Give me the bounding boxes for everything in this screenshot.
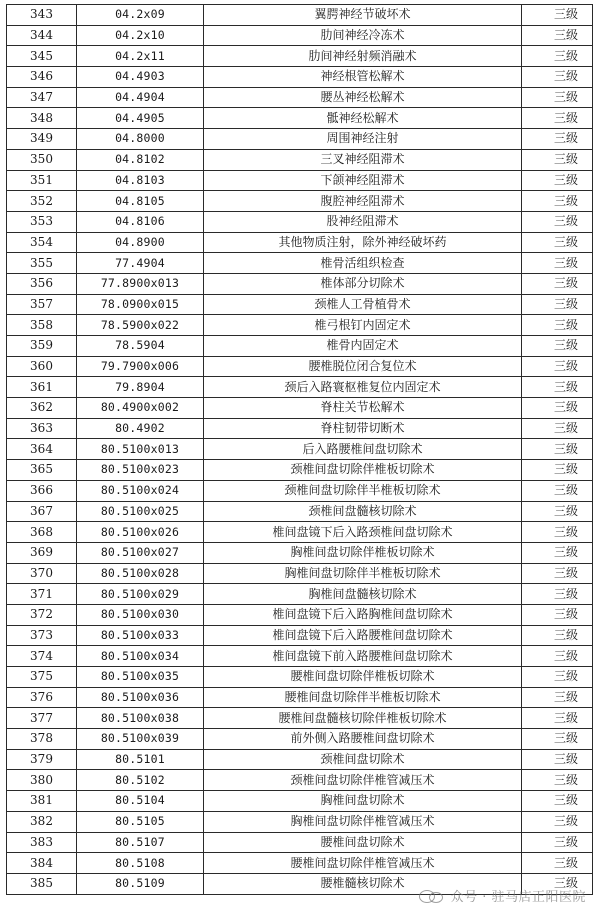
row-index-cell: 362 [7, 398, 77, 419]
row-procedure-name-cell: 胸椎间盘切除伴椎管减压术 [204, 811, 522, 832]
table-row [7, 584, 593, 605]
row-index-cell: 350 [7, 149, 77, 170]
row-code-cell: 04.4903 [77, 67, 204, 88]
table-row [7, 687, 593, 708]
table-row [7, 108, 593, 129]
row-code-cell: 80.5101 [77, 749, 204, 770]
row-index-cell: 360 [7, 356, 77, 377]
row-index-cell: 375 [7, 667, 77, 688]
row-procedure-name-cell: 肋间神经冷冻术 [204, 25, 522, 46]
table-row [7, 25, 593, 46]
row-procedure-name-cell: 腹腔神经阻滞术 [204, 191, 522, 212]
row-procedure-name-cell: 股神经阻滞术 [204, 211, 522, 232]
row-code-cell: 79.7900x006 [77, 356, 204, 377]
row-index-cell: 348 [7, 108, 77, 129]
row-level-cell: 三级 [522, 873, 593, 894]
table-row [7, 356, 593, 377]
row-level-cell: 三级 [522, 522, 593, 543]
row-code-cell: 04.8105 [77, 191, 204, 212]
row-code-cell: 04.8000 [77, 129, 204, 150]
row-index-cell: 351 [7, 170, 77, 191]
row-index-cell: 382 [7, 811, 77, 832]
row-index-cell: 373 [7, 625, 77, 646]
table-row [7, 646, 593, 667]
table-row [7, 563, 593, 584]
row-level-cell: 三级 [522, 191, 593, 212]
row-procedure-name-cell: 后入路腰椎间盘切除术 [204, 439, 522, 460]
row-index-cell: 367 [7, 501, 77, 522]
table-row [7, 749, 593, 770]
table-row [7, 170, 593, 191]
row-procedure-name-cell: 下颌神经阻滞术 [204, 170, 522, 191]
row-code-cell: 80.5100x029 [77, 584, 204, 605]
row-procedure-name-cell: 腰丛神经松解术 [204, 87, 522, 108]
row-procedure-name-cell: 翼腭神经节破坏术 [204, 5, 522, 26]
row-procedure-name-cell: 前外侧入路腰椎间盘切除术 [204, 729, 522, 750]
table-row [7, 377, 593, 398]
table-row [7, 832, 593, 853]
row-code-cell: 79.8904 [77, 377, 204, 398]
row-level-cell: 三级 [522, 315, 593, 336]
wechat-logo-icon [419, 889, 445, 903]
row-code-cell: 80.5100x026 [77, 522, 204, 543]
row-code-cell: 78.5900x022 [77, 315, 204, 336]
table-body [7, 5, 593, 895]
row-level-cell: 三级 [522, 460, 593, 481]
row-procedure-name-cell: 骶神经松解术 [204, 108, 522, 129]
row-level-cell: 三级 [522, 273, 593, 294]
table-row [7, 5, 593, 26]
row-procedure-name-cell: 椎间盘镜下后入路腰椎间盘切除术 [204, 625, 522, 646]
row-level-cell: 三级 [522, 87, 593, 108]
row-procedure-name-cell: 三叉神经阻滞术 [204, 149, 522, 170]
row-index-cell: 358 [7, 315, 77, 336]
row-index-cell: 357 [7, 294, 77, 315]
row-level-cell: 三级 [522, 667, 593, 688]
row-procedure-name-cell: 脊柱关节松解术 [204, 398, 522, 419]
row-code-cell: 80.5109 [77, 873, 204, 894]
row-level-cell: 三级 [522, 46, 593, 67]
table-row [7, 398, 593, 419]
row-index-cell: 366 [7, 480, 77, 501]
row-code-cell: 80.5100x030 [77, 604, 204, 625]
table-row [7, 604, 593, 625]
row-code-cell: 04.8900 [77, 232, 204, 253]
row-level-cell: 三级 [522, 5, 593, 26]
table-row [7, 336, 593, 357]
row-index-cell: 344 [7, 25, 77, 46]
row-level-cell: 三级 [522, 832, 593, 853]
table-row [7, 460, 593, 481]
row-procedure-name-cell: 颈椎人工骨植骨术 [204, 294, 522, 315]
procedure-table [6, 4, 593, 895]
table-row [7, 46, 593, 67]
row-index-cell: 385 [7, 873, 77, 894]
row-index-cell: 347 [7, 87, 77, 108]
row-code-cell: 04.8106 [77, 211, 204, 232]
row-level-cell: 三级 [522, 542, 593, 563]
row-level-cell: 三级 [522, 791, 593, 812]
row-index-cell: 376 [7, 687, 77, 708]
row-procedure-name-cell: 脊柱韧带切断术 [204, 418, 522, 439]
row-level-cell: 三级 [522, 625, 593, 646]
row-procedure-name-cell: 颈后入路寰枢椎复位内固定术 [204, 377, 522, 398]
table-row [7, 501, 593, 522]
row-level-cell: 三级 [522, 729, 593, 750]
row-procedure-name-cell: 椎间盘镜下后入路胸椎间盘切除术 [204, 604, 522, 625]
row-index-cell: 355 [7, 253, 77, 274]
row-procedure-name-cell: 腰椎脱位闭合复位术 [204, 356, 522, 377]
row-index-cell: 374 [7, 646, 77, 667]
row-code-cell: 78.5904 [77, 336, 204, 357]
row-level-cell: 三级 [522, 170, 593, 191]
row-code-cell: 80.5100x035 [77, 667, 204, 688]
row-code-cell: 80.5100x039 [77, 729, 204, 750]
row-procedure-name-cell: 椎骨内固定术 [204, 336, 522, 357]
row-code-cell: 80.5100x013 [77, 439, 204, 460]
row-level-cell: 三级 [522, 646, 593, 667]
row-level-cell: 三级 [522, 336, 593, 357]
row-index-cell: 368 [7, 522, 77, 543]
row-code-cell: 78.0900x015 [77, 294, 204, 315]
row-code-cell: 80.5108 [77, 853, 204, 874]
row-index-cell: 353 [7, 211, 77, 232]
row-level-cell: 三级 [522, 108, 593, 129]
row-level-cell: 三级 [522, 439, 593, 460]
row-code-cell: 80.5100x033 [77, 625, 204, 646]
table-row [7, 708, 593, 729]
row-index-cell: 383 [7, 832, 77, 853]
row-level-cell: 三级 [522, 149, 593, 170]
row-procedure-name-cell: 胸椎间盘切除伴半椎板切除术 [204, 563, 522, 584]
row-procedure-name-cell: 腰椎间盘切除术 [204, 832, 522, 853]
row-code-cell: 80.5100x023 [77, 460, 204, 481]
row-level-cell: 三级 [522, 25, 593, 46]
row-code-cell: 80.5102 [77, 770, 204, 791]
row-level-cell: 三级 [522, 377, 593, 398]
table-row [7, 149, 593, 170]
row-index-cell: 370 [7, 563, 77, 584]
table-row [7, 729, 593, 750]
row-code-cell: 04.8102 [77, 149, 204, 170]
watermark-text: 众号 · 驻马店正阳医院 [450, 890, 586, 905]
table-row [7, 811, 593, 832]
row-level-cell: 三级 [522, 129, 593, 150]
row-procedure-name-cell: 椎间盘镜下前入路腰椎间盘切除术 [204, 646, 522, 667]
table-row [7, 211, 593, 232]
row-level-cell: 三级 [522, 770, 593, 791]
row-code-cell: 77.4904 [77, 253, 204, 274]
row-procedure-name-cell: 腰椎间盘髓核切除伴椎板切除术 [204, 708, 522, 729]
row-procedure-name-cell: 椎间盘镜下后入路颈椎间盘切除术 [204, 522, 522, 543]
row-level-cell: 三级 [522, 211, 593, 232]
row-code-cell: 80.5100x036 [77, 687, 204, 708]
row-index-cell: 361 [7, 377, 77, 398]
row-procedure-name-cell: 颈椎间盘切除伴椎板切除术 [204, 460, 522, 481]
row-code-cell: 80.5104 [77, 791, 204, 812]
row-index-cell: 384 [7, 853, 77, 874]
table-row [7, 542, 593, 563]
row-code-cell: 04.8103 [77, 170, 204, 191]
row-procedure-name-cell: 椎体部分切除术 [204, 273, 522, 294]
row-procedure-name-cell: 椎骨活组织检查 [204, 253, 522, 274]
row-code-cell: 04.2x11 [77, 46, 204, 67]
row-index-cell: 365 [7, 460, 77, 481]
row-code-cell: 80.4900x002 [77, 398, 204, 419]
row-index-cell: 346 [7, 67, 77, 88]
table-row [7, 439, 593, 460]
table-row [7, 67, 593, 88]
row-code-cell: 80.5100x027 [77, 542, 204, 563]
row-index-cell: 369 [7, 542, 77, 563]
row-code-cell: 80.5100x024 [77, 480, 204, 501]
table-row [7, 294, 593, 315]
table-row [7, 522, 593, 543]
row-level-cell: 三级 [522, 67, 593, 88]
table-row [7, 191, 593, 212]
table-row [7, 853, 593, 874]
row-level-cell: 三级 [522, 480, 593, 501]
row-index-cell: 377 [7, 708, 77, 729]
table-row [7, 770, 593, 791]
table-row [7, 667, 593, 688]
row-index-cell: 378 [7, 729, 77, 750]
row-procedure-name-cell: 颈椎间盘髓核切除术 [204, 501, 522, 522]
row-procedure-name-cell: 胸椎间盘切除术 [204, 791, 522, 812]
row-index-cell: 372 [7, 604, 77, 625]
table-row [7, 791, 593, 812]
row-level-cell: 三级 [522, 811, 593, 832]
row-procedure-name-cell: 胸椎间盘切除伴椎板切除术 [204, 542, 522, 563]
row-index-cell: 371 [7, 584, 77, 605]
row-level-cell: 三级 [522, 708, 593, 729]
row-procedure-name-cell: 神经根管松解术 [204, 67, 522, 88]
row-level-cell: 三级 [522, 584, 593, 605]
row-procedure-name-cell: 肋间神经射频消融术 [204, 46, 522, 67]
table-row [7, 87, 593, 108]
row-level-cell: 三级 [522, 398, 593, 419]
row-index-cell: 343 [7, 5, 77, 26]
row-code-cell: 80.5100x028 [77, 563, 204, 584]
row-index-cell: 354 [7, 232, 77, 253]
row-procedure-name-cell: 周围神经注射 [204, 129, 522, 150]
row-code-cell: 04.2x09 [77, 5, 204, 26]
row-code-cell: 04.2x10 [77, 25, 204, 46]
row-code-cell: 80.5105 [77, 811, 204, 832]
row-procedure-name-cell: 颈椎间盘切除伴椎管减压术 [204, 770, 522, 791]
row-level-cell: 三级 [522, 232, 593, 253]
row-index-cell: 363 [7, 418, 77, 439]
row-index-cell: 380 [7, 770, 77, 791]
row-level-cell: 三级 [522, 294, 593, 315]
row-index-cell: 345 [7, 46, 77, 67]
table-row [7, 273, 593, 294]
table-row [7, 129, 593, 150]
row-level-cell: 三级 [522, 749, 593, 770]
table-row [7, 315, 593, 336]
row-index-cell: 364 [7, 439, 77, 460]
row-procedure-name-cell: 颈椎间盘切除术 [204, 749, 522, 770]
row-level-cell: 三级 [522, 563, 593, 584]
row-code-cell: 80.5100x034 [77, 646, 204, 667]
row-level-cell: 三级 [522, 853, 593, 874]
row-code-cell: 80.4902 [77, 418, 204, 439]
row-level-cell: 三级 [522, 501, 593, 522]
row-procedure-name-cell: 其他物质注射，除外神经破坏药 [204, 232, 522, 253]
row-procedure-name-cell: 椎弓根钉内固定术 [204, 315, 522, 336]
row-level-cell: 三级 [522, 356, 593, 377]
row-index-cell: 352 [7, 191, 77, 212]
table-row [7, 625, 593, 646]
row-code-cell: 04.4904 [77, 87, 204, 108]
row-level-cell: 三级 [522, 418, 593, 439]
row-code-cell: 80.5107 [77, 832, 204, 853]
watermark [419, 886, 586, 905]
row-index-cell: 381 [7, 791, 77, 812]
row-code-cell: 80.5100x038 [77, 708, 204, 729]
table-row [7, 418, 593, 439]
row-index-cell: 349 [7, 129, 77, 150]
row-procedure-name-cell: 腰椎间盘切除伴椎管减压术 [204, 853, 522, 874]
row-code-cell: 77.8900x013 [77, 273, 204, 294]
table-row [7, 480, 593, 501]
row-code-cell: 80.5100x025 [77, 501, 204, 522]
row-level-cell: 三级 [522, 687, 593, 708]
row-level-cell: 三级 [522, 253, 593, 274]
row-level-cell: 三级 [522, 604, 593, 625]
row-index-cell: 356 [7, 273, 77, 294]
table-row [7, 253, 593, 274]
row-index-cell: 359 [7, 336, 77, 357]
row-procedure-name-cell: 腰椎间盘切除伴半椎板切除术 [204, 687, 522, 708]
row-procedure-name-cell: 颈椎间盘切除伴半椎板切除术 [204, 480, 522, 501]
row-procedure-name-cell: 腰椎间盘切除伴椎板切除术 [204, 667, 522, 688]
row-code-cell: 04.4905 [77, 108, 204, 129]
row-index-cell: 379 [7, 749, 77, 770]
table-row [7, 232, 593, 253]
row-procedure-name-cell: 胸椎间盘髓核切除术 [204, 584, 522, 605]
row-procedure-name-cell: 腰椎髓核切除术 [204, 873, 522, 894]
